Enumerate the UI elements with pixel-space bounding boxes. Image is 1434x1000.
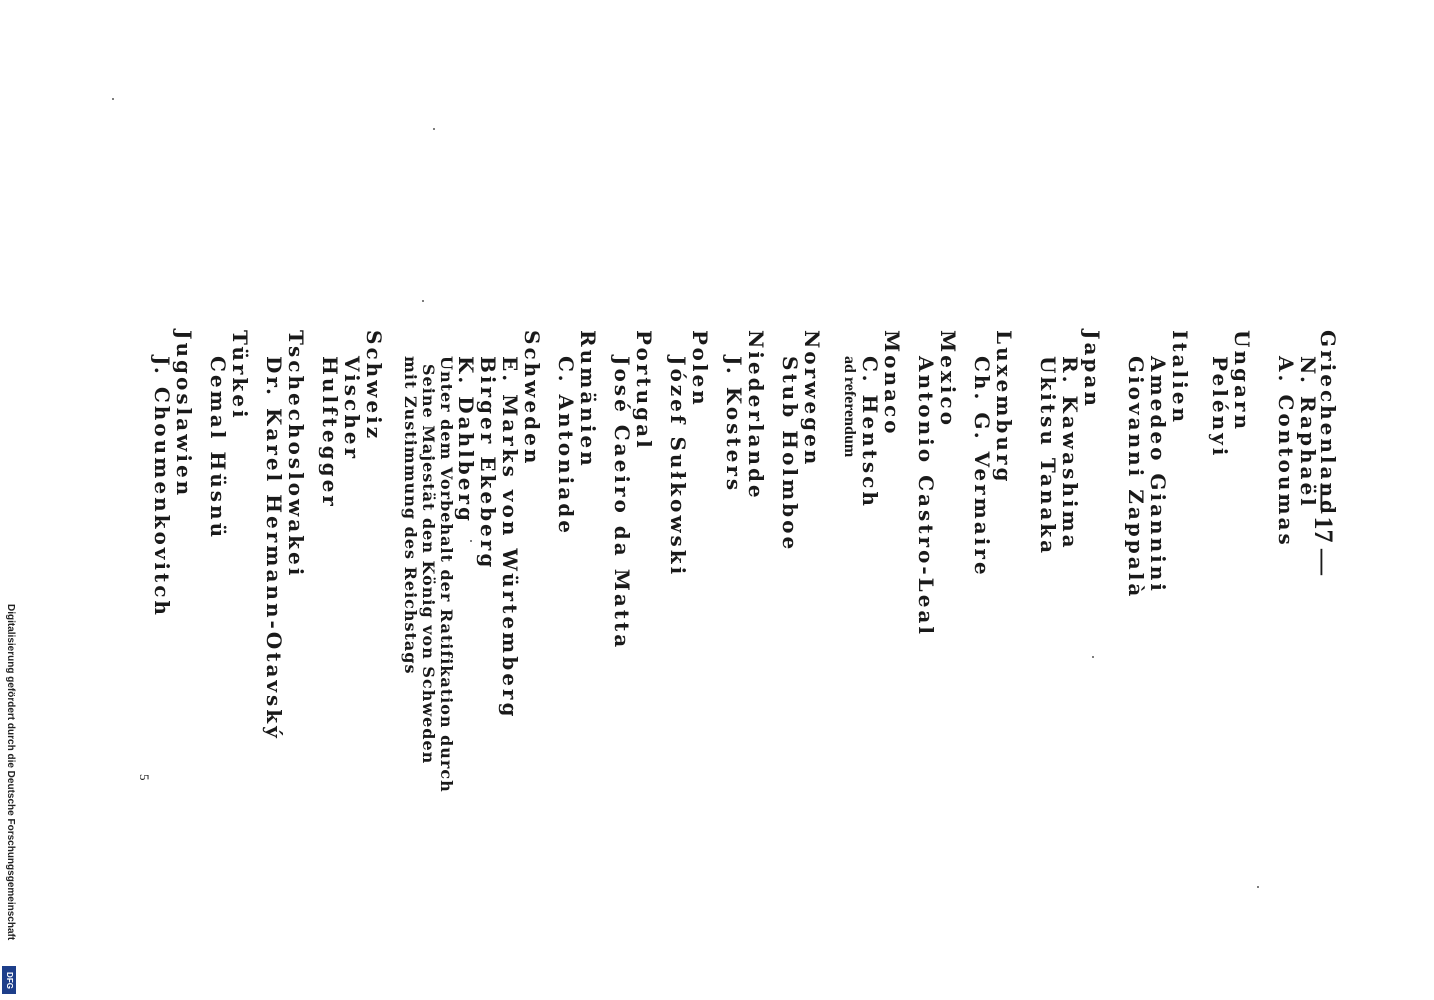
signatory-name: Antonio Castro-Leal <box>914 356 938 637</box>
scan-speck <box>422 300 424 302</box>
country-label: Japan <box>1080 330 1104 409</box>
country-label: Schweiz <box>362 330 386 442</box>
signatory-name: Dr. Karel Hermann-Otavský <box>262 356 286 741</box>
country-label: Tschechoslowakei <box>284 330 308 579</box>
sheet-mark: 5 <box>137 774 152 781</box>
digitization-footer <box>0 604 20 996</box>
reservation-line: Seine Majestät den König von Schweden <box>419 364 438 765</box>
country-label: Italien <box>1168 330 1192 426</box>
country-label: Portugal <box>632 330 656 451</box>
country-label: Rumänien <box>576 330 600 469</box>
signatory-name: Stub Holmboe <box>778 356 802 553</box>
signatory-name: N. Raphaël <box>1296 356 1320 509</box>
signatory-name: Hulftegger <box>318 356 342 509</box>
signatory-name: Ukitsu Tanaka <box>1036 356 1060 557</box>
signatory-name: J. Choumenkovitch <box>150 356 174 618</box>
dfg-logo <box>2 966 16 994</box>
country-label: Polen <box>688 330 712 408</box>
signatory-name: K. Dahlberg <box>454 356 478 524</box>
signatory-name: A. Contoumas <box>1274 356 1298 548</box>
scan-speck <box>433 128 435 130</box>
signatory-name: C. Hentsch <box>858 356 882 509</box>
signatory-name: Józef Sułkowski <box>666 356 690 578</box>
signatory-name: Cemal Hüsnü <box>206 356 230 541</box>
scan-speck <box>470 540 472 542</box>
country-label: Niederlande <box>744 330 768 501</box>
reservation-line: Unter dem Vorbehalt der Ratifikation durch <box>437 356 456 793</box>
country-label: Mexico <box>936 330 960 428</box>
scan-speck <box>1257 886 1259 888</box>
scan-speck <box>1092 656 1094 658</box>
reservation-line: mit Zustimmung des Reichstags <box>401 356 420 675</box>
dfg-logo-label: DFG <box>4 971 14 989</box>
signatory-name: José Caeiro da Matta <box>610 356 634 651</box>
scan-speck <box>112 98 114 100</box>
footer-text: Digitalisierung gefördert durch die Deutsche Forschungsgemeinschaft <box>5 604 16 941</box>
signatory-name: Pelényi <box>1208 356 1232 459</box>
signatory-name: R. Kawashima <box>1058 356 1082 551</box>
country-label: Griechenland <box>1316 330 1340 518</box>
signatory-name: Giovanni Zappalà <box>1124 356 1148 600</box>
country-label: Norwegen <box>800 330 824 468</box>
country-label: Luxemburg <box>992 330 1016 485</box>
signatory-name: Amedeo Giannini <box>1146 356 1170 594</box>
signatory-name: Vischer <box>340 356 364 462</box>
page-number: — 17 — <box>1309 484 1338 575</box>
signatory-note: ad referendum <box>841 356 858 458</box>
signatory-name: Birger Ekeberg <box>476 356 500 571</box>
country-label: Türkei <box>228 330 252 421</box>
country-label: Ungarn <box>1230 330 1254 433</box>
signatory-name: C. Antoniade <box>554 356 578 536</box>
country-label: Schweden <box>520 330 544 467</box>
country-label: Jugoslawien <box>172 330 196 499</box>
country-label: Monaco <box>880 330 904 437</box>
signatory-name: Ch. G. Vermaire <box>970 356 994 578</box>
signatory-name: J. Kosters <box>722 356 746 494</box>
signatory-name: E. Marks von Würtemberg <box>498 356 522 720</box>
